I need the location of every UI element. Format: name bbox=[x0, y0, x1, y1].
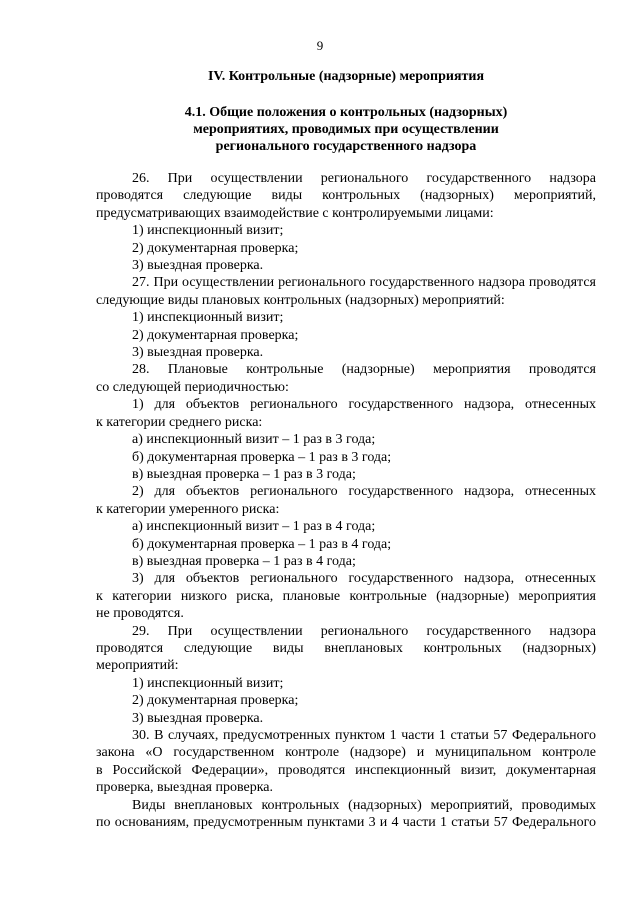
list-item: в) выездная проверка – 1 раз в 4 года; bbox=[132, 553, 356, 569]
list-item: 2) документарная проверка; bbox=[132, 693, 299, 709]
list-item: 1) инспекционный визит; bbox=[132, 223, 284, 239]
text-line: 29. При осуществлении регионального государственного надзора bbox=[132, 623, 596, 639]
list-item: 2) документарная проверка; bbox=[132, 327, 299, 343]
list-item: 2) для объектов регионального государственного надзора, отнесенных bbox=[132, 484, 596, 500]
list-item: 3) выездная проверка. bbox=[132, 345, 264, 361]
text-line: к категории среднего риска: bbox=[96, 414, 263, 430]
list-item: 2) документарная проверка; bbox=[132, 240, 299, 256]
text-line: закона «О государственном контроле (надзоре) и муниципальном контроле bbox=[96, 745, 596, 761]
page-number: 9 bbox=[316, 38, 324, 53]
list-item: 1) инспекционный визит; bbox=[132, 675, 284, 691]
text-line: по основаниям, предусмотренным пунктами 3 и 4 части 1 статьи 57 Федерального bbox=[96, 815, 596, 831]
list-item: 3) выездная проверка. bbox=[132, 258, 264, 274]
list-item: 3) выездная проверка. bbox=[132, 710, 264, 726]
text-line: 27. При осуществлении регионального государственного надзора проводятся bbox=[132, 275, 596, 291]
text-line: предусматривающих взаимодействие с контролируемыми лицами: bbox=[96, 205, 494, 221]
text-line: со следующей периодичностью: bbox=[96, 379, 289, 395]
text-line: к категории низкого риска, плановые контрольные (надзорные) мероприятия bbox=[96, 588, 596, 604]
subsection-title-line: 4.1. Общие положения о контрольных (надзорных) bbox=[184, 105, 508, 120]
document-body bbox=[96, 170, 596, 831]
text-line: проводятся следующие виды внеплановых контрольных (надзорных) bbox=[96, 640, 596, 656]
text-line: Виды внеплановых контрольных (надзорных) мероприятий, проводимых bbox=[132, 797, 596, 813]
text-line: в Российской Федерации», проводятся инспекционный визит, документарная bbox=[96, 762, 596, 778]
subsection-title-line: регионального государственного надзора bbox=[215, 139, 477, 154]
text-line: 28. Плановые контрольные (надзорные) мероприятия проводятся bbox=[132, 362, 596, 378]
text-line: проводятся следующие виды контрольных (надзорных) мероприятий, bbox=[96, 188, 596, 204]
section-title: IV. Контрольные (надзорные) мероприятия bbox=[207, 69, 485, 84]
list-item: б) документарная проверка – 1 раз в 4 года; bbox=[132, 536, 392, 552]
text-line: 30. В случаях, предусмотренных пунктом 1 части 1 статьи 57 Федерального bbox=[132, 728, 596, 743]
list-item: 3) для объектов регионального государственного надзора, отнесенных bbox=[132, 571, 596, 587]
text-line: к категории умеренного риска: bbox=[96, 501, 280, 517]
list-item: 1) инспекционный визит; bbox=[132, 310, 284, 326]
list-item: а) инспекционный визит – 1 раз в 4 года; bbox=[132, 519, 376, 535]
list-item: в) выездная проверка – 1 раз в 3 года; bbox=[132, 466, 356, 482]
text-line: следующие виды плановых контрольных (надзорных) мероприятий: bbox=[96, 292, 505, 308]
list-item: б) документарная проверка – 1 раз в 3 года; bbox=[132, 449, 392, 465]
list-item: а) инспекционный визит – 1 раз в 3 года; bbox=[132, 432, 376, 448]
text-line: 26. При осуществлении регионального государственного надзора bbox=[132, 171, 596, 186]
text-line: проверка, выездная проверка. bbox=[96, 780, 274, 796]
list-item: 1) для объектов регионального государственного надзора, отнесенных bbox=[132, 397, 596, 413]
text-line: не проводятся. bbox=[96, 606, 184, 622]
text-line: мероприятий: bbox=[96, 658, 179, 674]
subsection-title-line: мероприятиях, проводимых при осуществлении bbox=[193, 122, 499, 137]
subsection-title bbox=[96, 104, 596, 155]
